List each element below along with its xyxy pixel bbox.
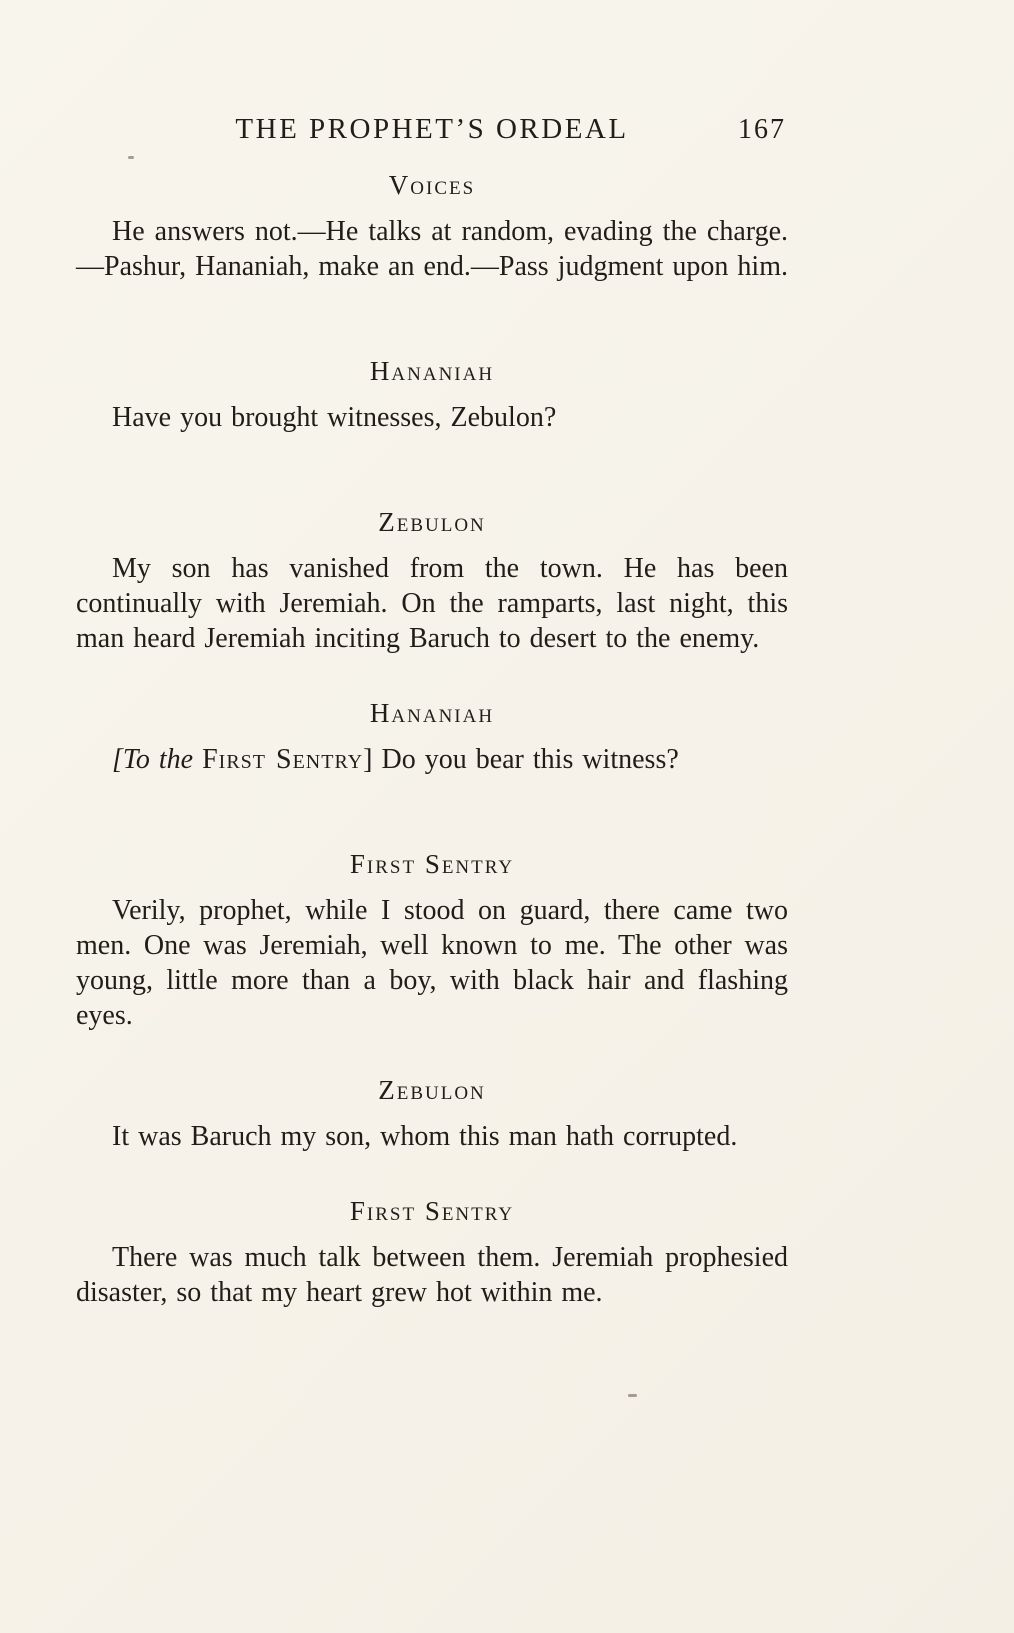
page-number: 167 — [738, 114, 786, 145]
dialogue-paragraph: Have you brought witnesses, Zebulon? — [112, 402, 557, 433]
speech-zebulon-1 — [76, 507, 788, 656]
speaker-heading: First Sentry — [349, 849, 515, 879]
speech-voices — [76, 170, 788, 284]
speech-zebulon-2 — [76, 1075, 788, 1154]
scan-artifact — [628, 1394, 637, 1397]
speech-first-sentry-1 — [76, 849, 788, 1033]
speaker-heading: Hananiah — [369, 356, 495, 386]
dialogue-text: Do you bear this witness? — [381, 744, 679, 775]
stage-direction-character: First Sentry — [202, 744, 364, 775]
dialogue-paragraph: There was much talk between them. Jeremiah prophesied disaster, so that my heart grew hot within me. — [76, 1242, 788, 1308]
stage-direction-lead: [To the — [112, 744, 203, 775]
dialogue-paragraph — [76, 742, 788, 777]
scan-artifact — [128, 156, 134, 159]
speech-hananiah-2 — [76, 698, 788, 777]
speaker-heading: Zebulon — [378, 1075, 486, 1105]
speaker-heading: Zebulon — [378, 507, 486, 537]
speaker-heading: Hananiah — [369, 698, 495, 728]
speaker-heading: Voices — [388, 170, 476, 200]
speaker-heading: First Sentry — [349, 1196, 515, 1226]
stage-direction-tail: ] — [363, 744, 382, 775]
dialogue-paragraph: It was Baruch my son, whom this man hath corrupted. — [112, 1121, 738, 1152]
dialogue-paragraph: Verily, prophet, while I stood on guard, there came two men. One was Jeremiah, well known to me. The other was young, little more than a boy, with black hair and flashing eyes. — [76, 895, 788, 1031]
running-title: THE PROPHET’S ORDEAL — [235, 113, 629, 145]
speech-first-sentry-2 — [76, 1196, 788, 1310]
dialogue-paragraph: He answers not.—He talks at random, evading the charge.—Pashur, Hananiah, make an end.—Pass judgment upon him. — [76, 216, 788, 282]
speech-hananiah-1 — [76, 356, 788, 435]
page-header — [76, 112, 788, 148]
book-page — [76, 112, 788, 1310]
dialogue-paragraph: My son has vanished from the town. He has been continually with Jeremiah. On the ramparts, last night, this man heard Jeremiah inciting Baruch to desert to the enemy. — [76, 553, 788, 654]
